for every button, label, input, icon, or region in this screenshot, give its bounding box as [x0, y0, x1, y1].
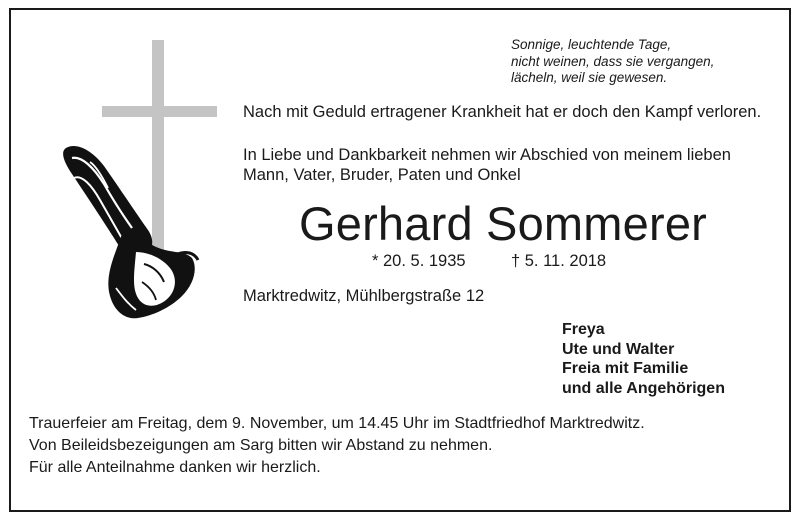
motto-line: lächeln, weil sie gewesen.: [511, 70, 668, 85]
deceased-name: Gerhard Sommerer: [298, 197, 708, 250]
death-date: † 5. 11. 2018: [511, 252, 607, 270]
intro-paragraph-illness: Nach mit Geduld ertragener Krankheit hat er doch den Kampf verloren.: [243, 103, 762, 121]
mourner-line: Freya: [562, 321, 605, 338]
motto-verse: [511, 37, 771, 87]
address: Marktredwitz, Mühlbergstraße 12: [243, 287, 485, 305]
birth-date: * 20. 5. 1935: [372, 252, 466, 270]
thanks-note: Für alle Anteilnahme danken wir herzlich.: [29, 459, 321, 476]
mourner-line: und alle Angehörigen: [562, 379, 725, 397]
cross-with-praying-hands: [52, 38, 222, 324]
mourner-line: Ute und Walter: [562, 340, 675, 358]
mourner-line: Freia mit Familie: [562, 360, 689, 377]
condolence-request: Von Beileidsbezeigungen am Sarg bitten wir Abstand zu nehmen.: [29, 437, 493, 454]
funeral-service-info: Trauerfeier am Freitag, dem 9. November, um 14.45 Uhr im Stadtfriedhof Marktredwitz.: [29, 415, 645, 432]
funeral-information: [29, 413, 769, 479]
motto-line: Sonnige, leuchtende Tage,: [511, 37, 672, 52]
intro-paragraph-farewell: In Liebe und Dankbarkeit nehmen wir Abschied von meinem lieben Mann, Vater, Bruder, Paten und Onkel: [243, 146, 731, 184]
mourners-list: [562, 320, 725, 398]
motto-line: nicht weinen, dass sie vergangen,: [511, 53, 715, 69]
praying-hands-icon: [63, 146, 198, 318]
